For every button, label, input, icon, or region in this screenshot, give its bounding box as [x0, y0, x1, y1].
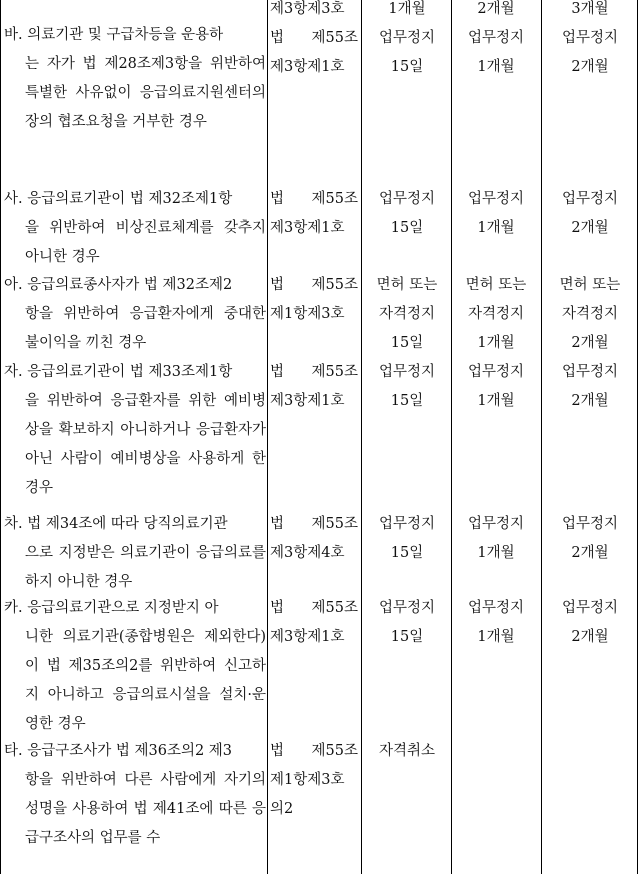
- penalty-first: 면허 또는 자격정지 15일: [376, 277, 438, 351]
- penalty-third: 업무정지 2개월: [561, 191, 619, 236]
- penalty-second: 업무정지 1개월: [467, 600, 525, 645]
- penalty-first: 업무정지 15일: [378, 516, 436, 561]
- penalty-second: 면허 또는 자격정지 1개월: [465, 277, 527, 351]
- penalty-second: 2개월 업무정지 1개월: [467, 1, 525, 75]
- penalty-first: 업무정지 15일: [378, 600, 436, 645]
- penalty-second: 업무정지 1개월: [467, 191, 525, 236]
- penalty-first: 1개월 업무정지 15일: [378, 1, 436, 75]
- column-divider-3: [451, 0, 452, 874]
- violation-description: 사. 응급의료기관이 법 제32조제1항 을 위반하여 비상진료체계를 갖추지 아니한 경우: [4, 191, 266, 265]
- legal-basis: 법 제55조 제3항제1호: [270, 600, 358, 645]
- column-divider-1: [267, 0, 268, 874]
- penalty-third: 업무정지 2개월: [561, 364, 619, 409]
- penalty-first: 자격취소: [378, 743, 436, 759]
- legal-basis: 법 제55조 제1항제3호: [270, 277, 358, 322]
- penalty-first: 업무정지 15일: [378, 364, 436, 409]
- legal-basis: 법 제55조 제1항제3호 의2: [270, 743, 358, 817]
- column-divider-2: [361, 0, 362, 874]
- penalty-second: 업무정지 1개월: [467, 364, 525, 409]
- violation-description: 바. 의료기관 및 구급차등을 운용하 는 자가 법 제28조제3항을 위반하여 특별한 사유없이 응급의료지원센터의 장의 협조요청을 거부한 경우: [4, 27, 266, 130]
- penalty-third: 면허 또는 자격정지 2개월: [559, 277, 621, 351]
- violation-description: 카. 응급의료기관으로 지정받지 아 니한 의료기관(종합병원은 제외한다)이 법 제35조의2를 위반하여 신고하지 아니하고 응급의료시설을 설치·운영한 경우: [4, 600, 266, 732]
- violation-description: 타. 응급구조사가 법 제36조의2 제3 항을 위반하여 다른 사람에게 자기의 성명을 사용하여 법 제41조에 따른 응급구조사의 업무를 수: [4, 743, 266, 846]
- column-divider-left: [0, 0, 1, 874]
- penalty-second: 업무정지 1개월: [467, 516, 525, 561]
- column-divider-4: [541, 0, 542, 874]
- violation-description: 아. 응급의료종사자가 법 제32조제2 항을 위반하여 응급환자에게 중대한 불이익을 끼친 경우: [4, 277, 266, 351]
- legal-basis: 법 제55조 제3항제1호: [270, 191, 358, 236]
- violation-description: 자. 응급의료기관이 법 제33조제1항 을 위반하여 응급환자를 위한 예비병상을 확보하지 아니하거나 응급환자가 아닌 사람이 예비병상을 사용하게 한 경우: [4, 364, 266, 496]
- legal-basis: 제3항제3호 법 제55조 제3항제1호: [270, 1, 358, 75]
- penalty-first: 업무정지 15일: [378, 191, 436, 236]
- legal-basis: 법 제55조 제3항제4호: [270, 516, 358, 561]
- legal-basis: 법 제55조 제3항제1호: [270, 364, 358, 409]
- penalty-third: 3개월 업무정지 2개월: [561, 1, 619, 75]
- penalty-third: 업무정지 2개월: [561, 600, 619, 645]
- violation-description: 차. 법 제34조에 따라 당직의료기관 으로 지정받은 의료기관이 응급의료를 하지 아니한 경우: [4, 516, 266, 590]
- penalty-third: 업무정지 2개월: [561, 516, 619, 561]
